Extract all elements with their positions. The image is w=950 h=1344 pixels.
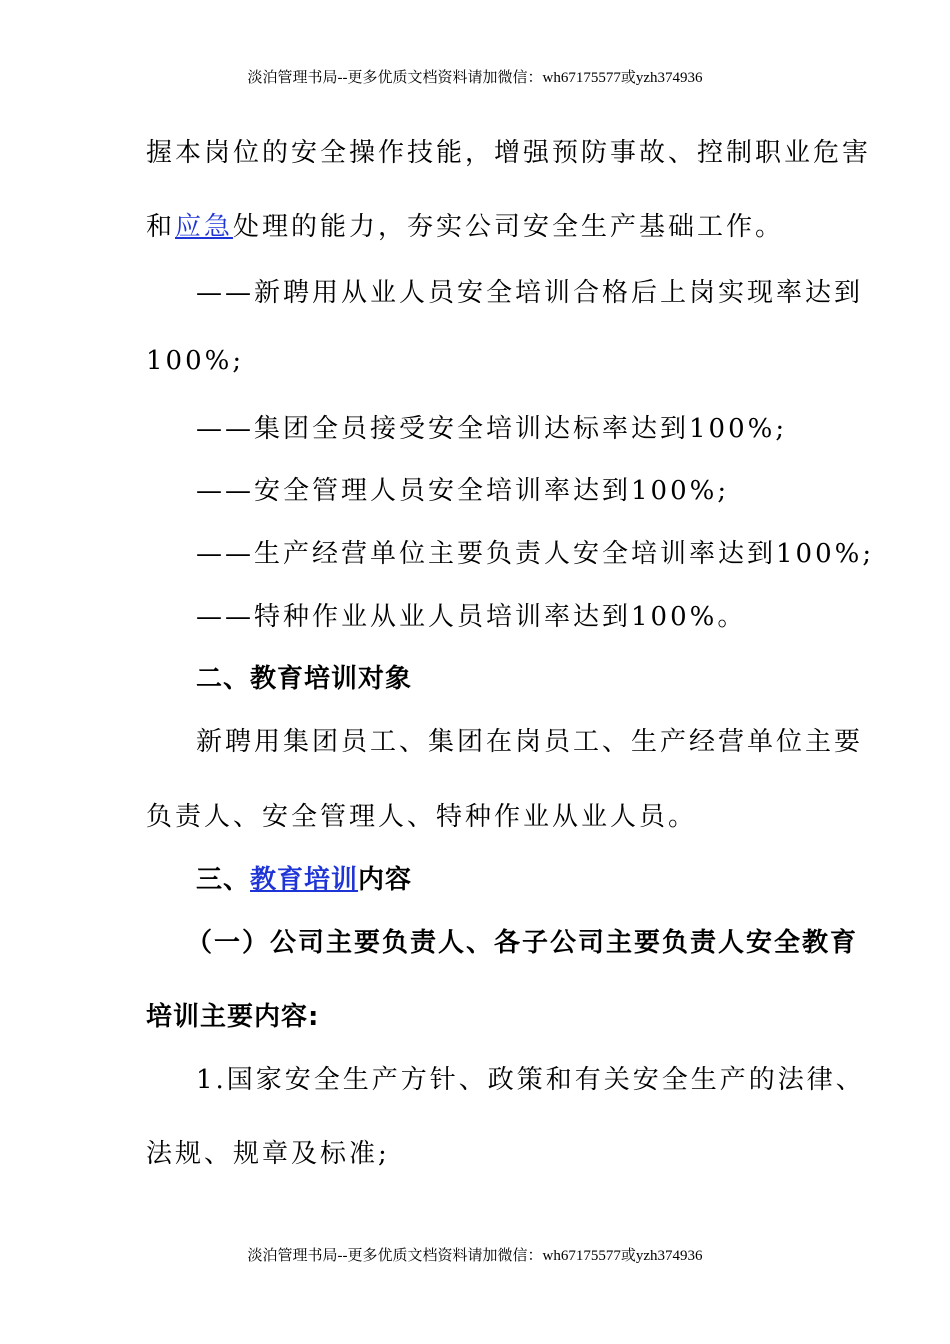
body-line: ——集团全员接受安全培训达标率达到100%; [196, 414, 788, 444]
education-training-link[interactable]: 教育培训 [250, 865, 359, 895]
body-line: ——安全管理人员安全培训率达到100%; [196, 476, 730, 506]
body-line: 100%; [146, 346, 245, 376]
body-line: ——特种作业从业人员培训率达到100%。 [196, 602, 747, 632]
body-line: 法规、规章及标准; [146, 1139, 390, 1169]
text-segment: 内容 [358, 865, 413, 895]
subsection-heading: （一）公司主要负责人、各子公司主要负责人安全教育 [186, 928, 859, 958]
text-segment: 和 [146, 212, 176, 242]
body-line [146, 206, 784, 243]
body-line: ——新聘用从业人员安全培训合格后上岗实现率达到 [196, 278, 864, 308]
text-segment: 处理的能力，夯实公司安全生产基础工作。 [233, 212, 785, 242]
body-line: 负责人、安全管理人、特种作业从业人员。 [146, 802, 698, 832]
body-line: 新聘用集团员工、集团在岗员工、生产经营单位主要 [196, 727, 864, 757]
section-heading [196, 859, 412, 896]
page-footer: 淡泊管理书局--更多优质文档资料请加微信：wh67175577或yzh374936 [247, 1248, 703, 1264]
body-line: 1.国家安全生产方针、政策和有关安全生产的法律、 [196, 1065, 865, 1095]
section-heading: 二、教育培训对象 [196, 664, 413, 694]
subsection-heading: 培训主要内容: [146, 1002, 320, 1032]
page-header: 淡泊管理书局--更多优质文档资料请加微信：wh67175577或yzh374936 [247, 70, 703, 86]
text-segment: 三、 [196, 865, 251, 895]
body-line: ——生产经营单位主要负责人安全培训率达到100%; [196, 539, 875, 569]
body-line: 握本岗位的安全操作技能，增强预防事故、控制职业危害 [146, 138, 872, 168]
emergency-link[interactable]: 应急 [175, 212, 234, 242]
